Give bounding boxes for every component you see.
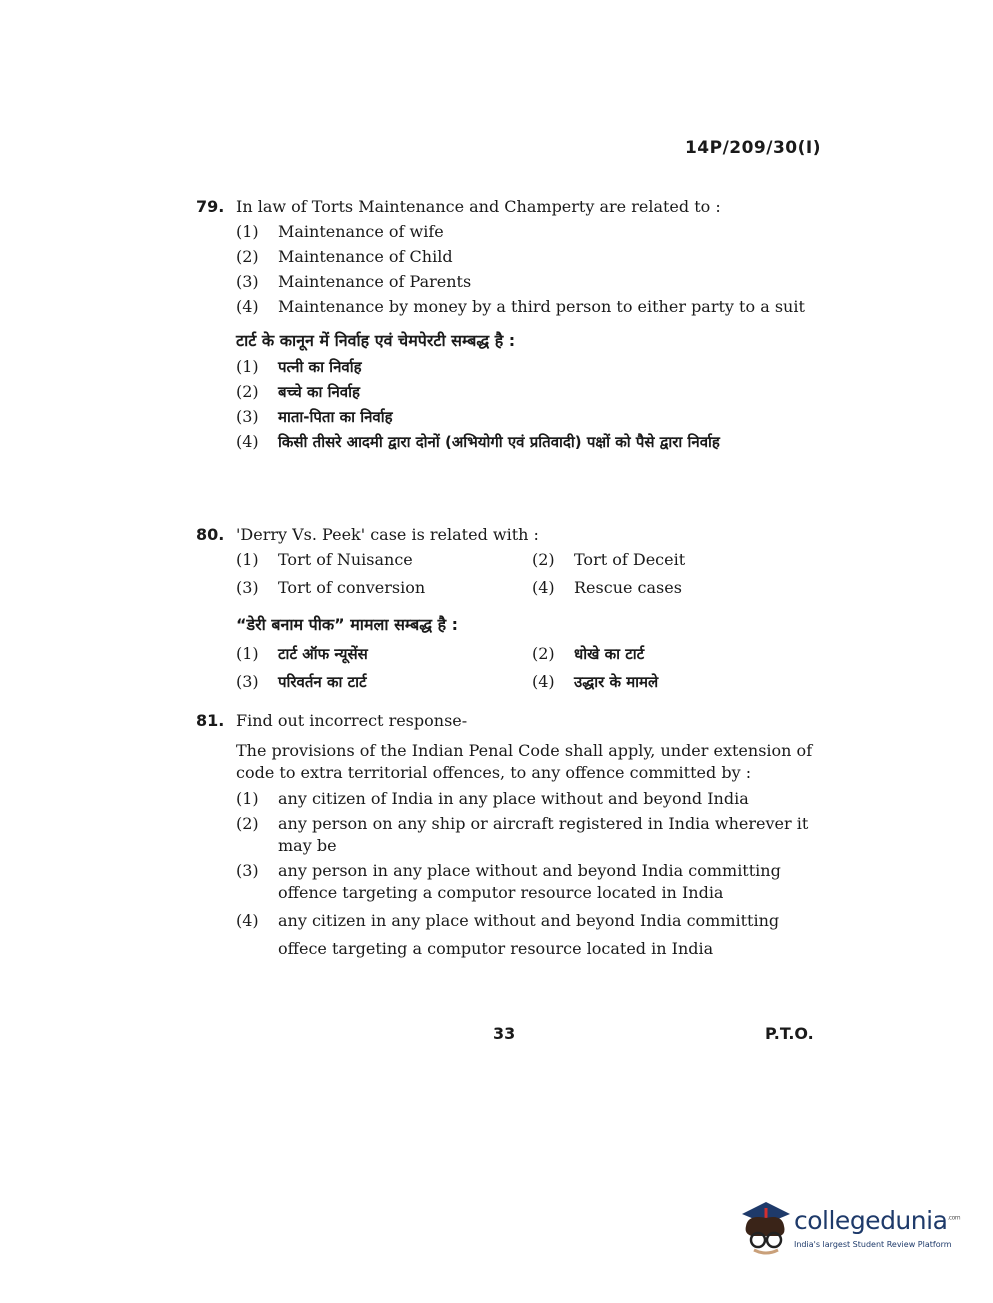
page-number: 33 — [493, 1024, 516, 1043]
question-81 — [196, 710, 826, 966]
hindi-option-3: (3) माता-पिता का निर्वाह — [236, 407, 393, 426]
brand-name: collegedunia$^{.com}$ — [794, 1206, 961, 1235]
hindi-option-1: (1) पत्नी का निर्वाह — [236, 357, 362, 376]
question-79 — [196, 196, 826, 456]
hindi-option-4: (4) किसी तीसरे आदमी द्वारा दोनों (अभियोगी एवं प्रतिवादी) पक्षों को पैसे द्वारा निर्वाह — [236, 432, 720, 451]
question-80 — [196, 524, 826, 696]
hindi-option-4: (4) उद्धार के मामले — [532, 672, 659, 691]
option-3: (3) Maintenance of Parents — [236, 272, 472, 291]
option-1: (1) any citizen of India in any place without and beyond India — [236, 789, 749, 808]
graduate-logo-icon — [736, 1196, 792, 1256]
option-3: (3) Tort of conversion — [236, 578, 426, 597]
paper-code: 14P/209/30(I) — [684, 138, 821, 158]
option-4: (4) Maintenance by money by a third person to either party to a suit — [236, 297, 805, 316]
hindi-option-1: (1) टार्ट ऑफ न्यूसेंस — [236, 644, 368, 663]
hindi-option-2: (2) बच्चे का निर्वाह — [236, 382, 360, 401]
pto-label: P.T.O. — [765, 1024, 814, 1043]
question-stem: Find out incorrect response- — [236, 711, 468, 730]
question-number: 81. — [196, 711, 225, 730]
option-2: (2) any person on any ship or aircraft registered in India wherever it may be — [236, 814, 809, 855]
question-stem: In law of Torts Maintenance and Champerty are related to : — [236, 197, 721, 216]
option-4: (4) Rescue cases — [532, 578, 682, 597]
question-substem: The provisions of the Indian Penal Code shall apply, under extension of code to extra territorial offences, to any offence committed by : — [236, 741, 813, 782]
hindi-question-stem: “डेरी बनाम पीक” मामला सम्बद्ध है : — [236, 615, 459, 634]
question-stem: 'Derry Vs. Peek' case is related with : — [236, 525, 539, 544]
option-1: (1) Maintenance of wife — [236, 222, 444, 241]
hindi-question-stem: टार्ट के कानून में निर्वाह एवं चेमपेरटी सम्बद्ध है : — [236, 331, 516, 350]
hindi-option-2: (2) धोखे का टार्ट — [532, 644, 645, 663]
option-2: (2) Tort of Deceit — [532, 550, 686, 569]
question-number: 80. — [196, 525, 225, 544]
hindi-option-3: (3) परिवर्तन का टार्ट — [236, 672, 367, 691]
option-2: (2) Maintenance of Child — [236, 247, 453, 266]
option-1: (1) Tort of Nuisance — [236, 550, 413, 569]
brand-tagline: India's largest Student Review Platform — [794, 1240, 952, 1249]
question-number: 79. — [196, 197, 225, 216]
option-3: (3) any person in any place without and beyond India committing offence targeting a computor resource located in India — [236, 861, 781, 902]
option-4: (4) any citizen in any place without and beyond India committing offece targeting a computor resource located in India — [236, 911, 780, 958]
collegedunia-watermark — [736, 1196, 966, 1256]
